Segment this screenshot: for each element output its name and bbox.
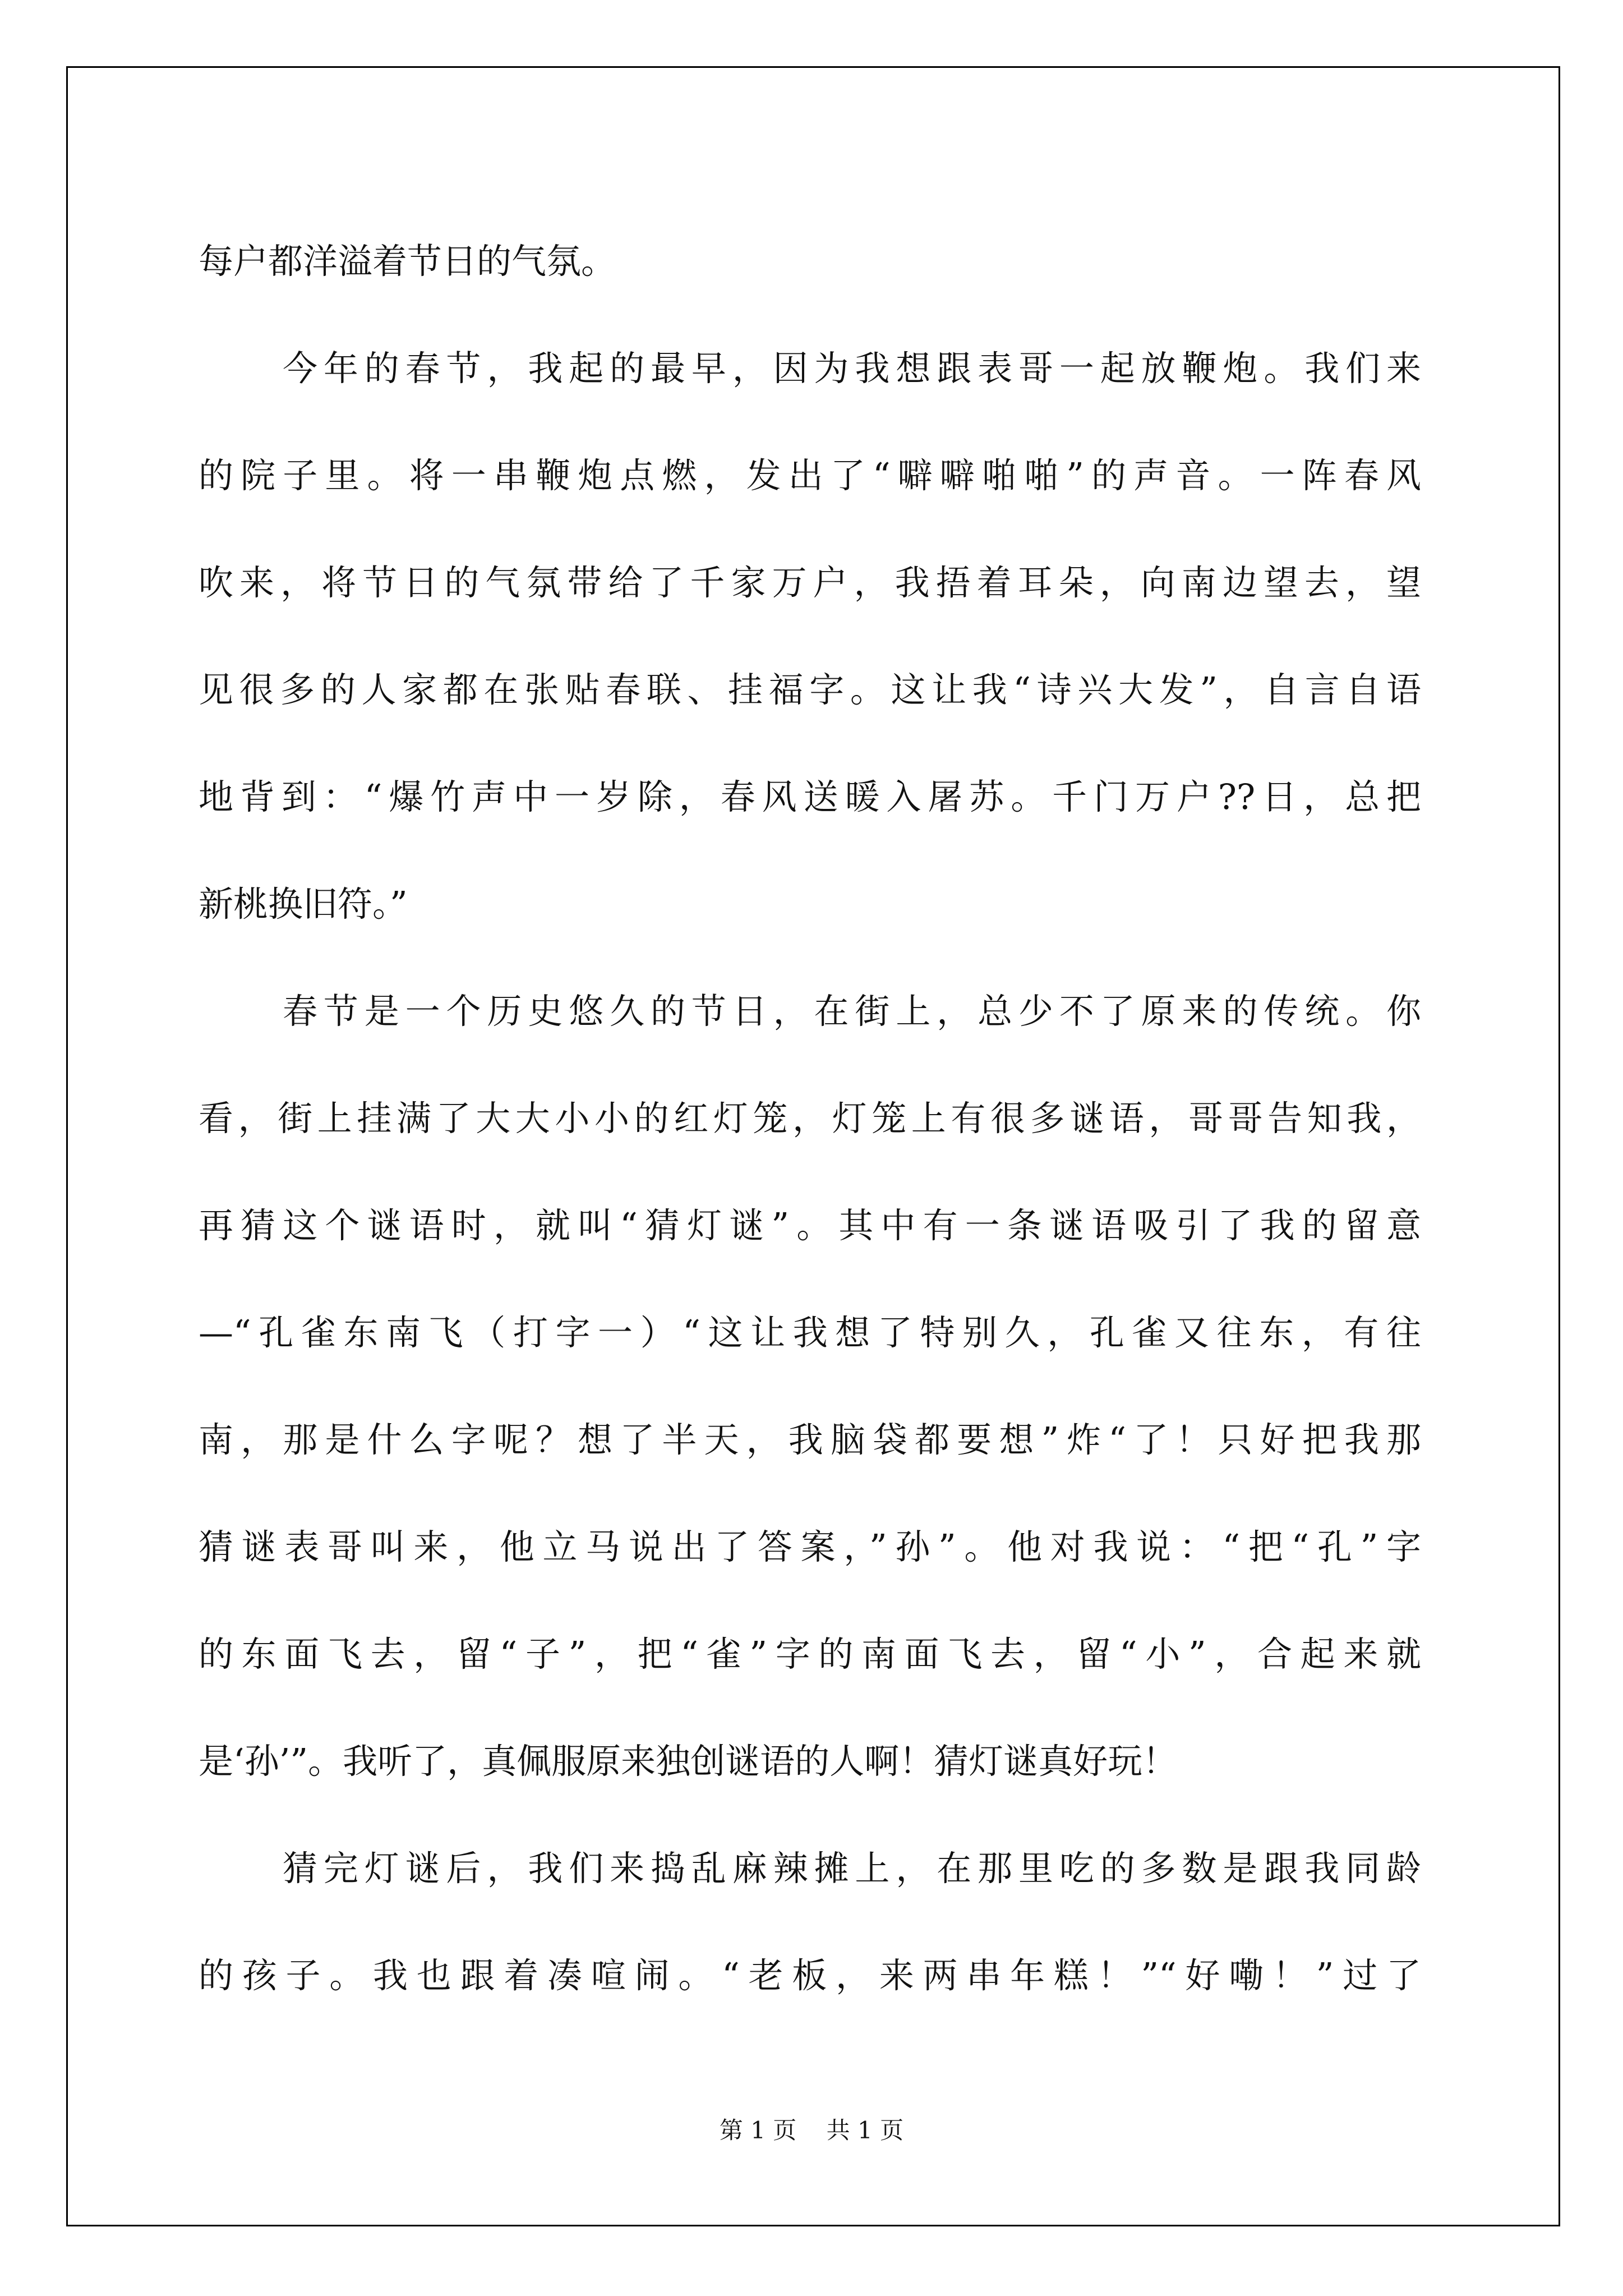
text-line: 的东面飞去，留“子”，把“雀”字的南面飞去，留“小”，合起来就: [199, 1634, 1421, 1674]
text-line: 的孩子。我也跟着凑喧闹。“老板，来两串年糕！”“好嘞！”过了: [199, 1955, 1421, 1996]
text-line: 的院子里。将一串鞭炮点燃，发出了“噼噼啪啪”的声音。一阵春风: [199, 455, 1421, 496]
text-line: 见很多的人家都在张贴春联、挂福字。这让我“诗兴大发”，自言自语: [199, 669, 1421, 710]
text-line: 猜谜表哥叫来，他立马说出了答案，”孙”。他对我说：“把“孔”字: [199, 1526, 1421, 1567]
text-line: 南，那是什么字呢？想了半天，我脑袋都要想”炸“了！只好把我那: [199, 1419, 1421, 1460]
page-total: 共 1 页: [826, 2116, 904, 2144]
text-line: 春节是一个历史悠久的节日，在街上，总少不了原来的传统。你: [283, 991, 1421, 1032]
text-line: 是‘孙’”。我听了，真佩服原来独创谜语的人啊！猜灯谜真好玩！: [199, 1741, 1178, 1782]
text-line: 新桃换旧符。”: [199, 884, 408, 924]
text-line: 看，街上挂满了大大小小的红灯笼，灯笼上有很多谜语，哥哥告知我，: [199, 1098, 1421, 1139]
text-line: 猜完灯谜后，我们来捣乱麻辣摊上，在那里吃的多数是跟我同龄: [283, 1848, 1421, 1889]
text-line: —“孔雀东南飞（打字一）“这让我想了特别久，孔雀又往东，有往: [199, 1312, 1421, 1353]
page-footer: [0, 2112, 1623, 2146]
text-line: 今年的春节，我起的最早，因为我想跟表哥一起放鞭炮。我们来: [283, 348, 1421, 389]
text-line: 地背到：“爆竹声中一岁除，春风送暖入屠苏。千门万户??日，总把: [199, 776, 1421, 817]
text-line: 吹来，将节日的气氛带给了千家万户，我捂着耳朵，向南边望去，望: [199, 562, 1421, 603]
text-line: 每户都洋溢着节日的气氛。: [199, 241, 616, 282]
document-body: [199, 208, 1421, 2029]
page-number: 第 1 页: [719, 2116, 797, 2144]
text-line: 再猜这个谜语时，就叫“猜灯谜”。其中有一条谜语吸引了我的留意: [199, 1205, 1421, 1246]
